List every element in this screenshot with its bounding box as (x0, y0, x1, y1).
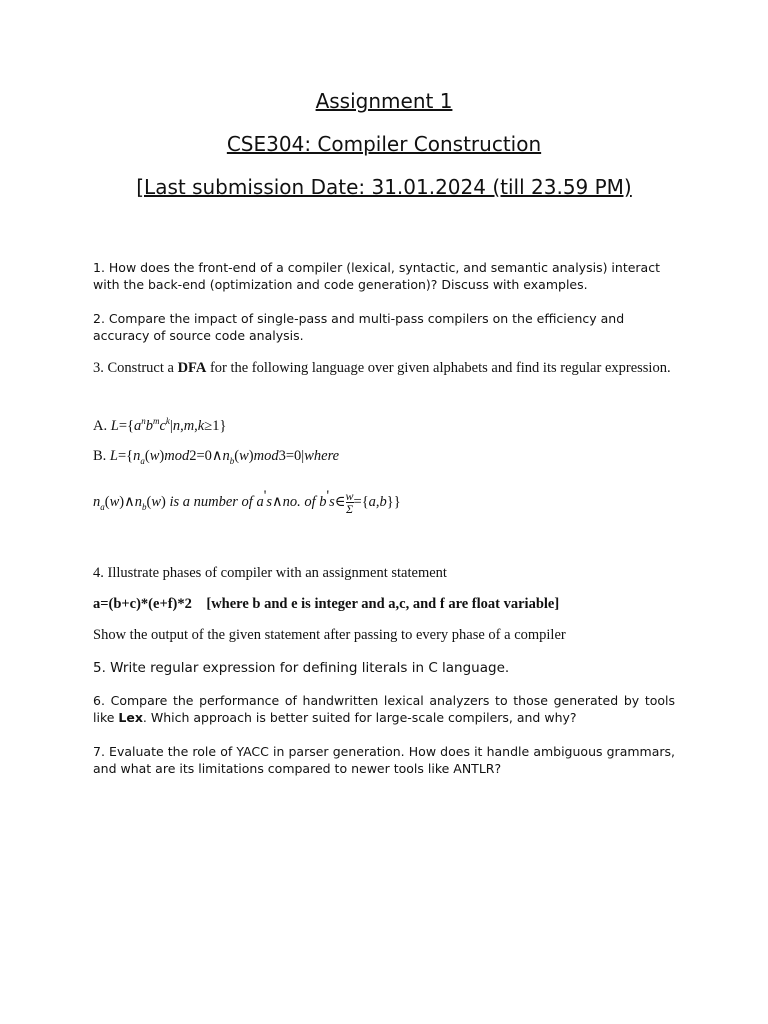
q3-suffix: for the following language over given alphabets and find its regular expression. (206, 360, 671, 376)
q6-lex: Lex (118, 710, 143, 725)
q3b-formula: L (109, 448, 118, 464)
question-3b-where: $n_a(w)\wedge n_b(w)$ is a number of a's∧no. of b's∈ $\frac{w}{\Sigma}$ ={a,b}} (93, 488, 401, 516)
q3a-formula: L (110, 417, 119, 434)
q3a-label: A. (93, 417, 108, 434)
question-3b: B. $L=\{n_a(w)mod2=0\wedge n_b(w)mod3=0|where$ (93, 448, 340, 466)
question-6 (93, 692, 675, 726)
q3-dfa: DFA (177, 360, 207, 376)
question-5: 5. Write regular expression for defining literals in C language. (93, 660, 510, 676)
assignment-title: Assignment 1 (315, 89, 453, 113)
q3b-label: B. (93, 448, 107, 464)
q6-suffix: . Which approach is better suited for large-scale compilers, and why? (142, 710, 577, 725)
question-4-statement: a=(b+c)*(e+f)*2 [where b and e is integer and a,c, and f are float variable] (93, 596, 560, 612)
course-title: CSE304: Compiler Construction (226, 132, 542, 156)
question-1: 1. How does the front-end of a compiler (lexical, syntactic, and semantic analysis) interact with the back-end (optimization and code generation)? Discuss with examples. (93, 260, 660, 292)
q6-prefix: 6. Compare the performance of handwritten lexical analyzers to those generated by tools like (93, 693, 675, 725)
q3-prefix: 3. Construct a (93, 360, 178, 376)
deadline: [Last submission Date: 31.01.2024 (till 23.59 PM) (136, 175, 632, 199)
question-7: 7. Evaluate the role of YACC in parser generation. How does it handle ambiguous grammars, and what are its limitations compared to newer tools like ANTLR? (93, 744, 675, 776)
question-4-show: Show the output of the given statement after passing to every phase of a compiler (93, 627, 566, 643)
question-4: 4. Illustrate phases of compiler with an assignment statement (93, 565, 447, 581)
question-3a: A. $L=\{a^nb^mc^k|n,m,k\ge 1\}$ (93, 416, 227, 434)
question-2: 2. Compare the impact of single-pass and multi-pass compilers on the efficiency and accuracy of source code analysis. (93, 311, 625, 343)
question-3 (93, 358, 675, 378)
w-over-sigma: $\frac{w}{\Sigma}$ (345, 489, 354, 516)
